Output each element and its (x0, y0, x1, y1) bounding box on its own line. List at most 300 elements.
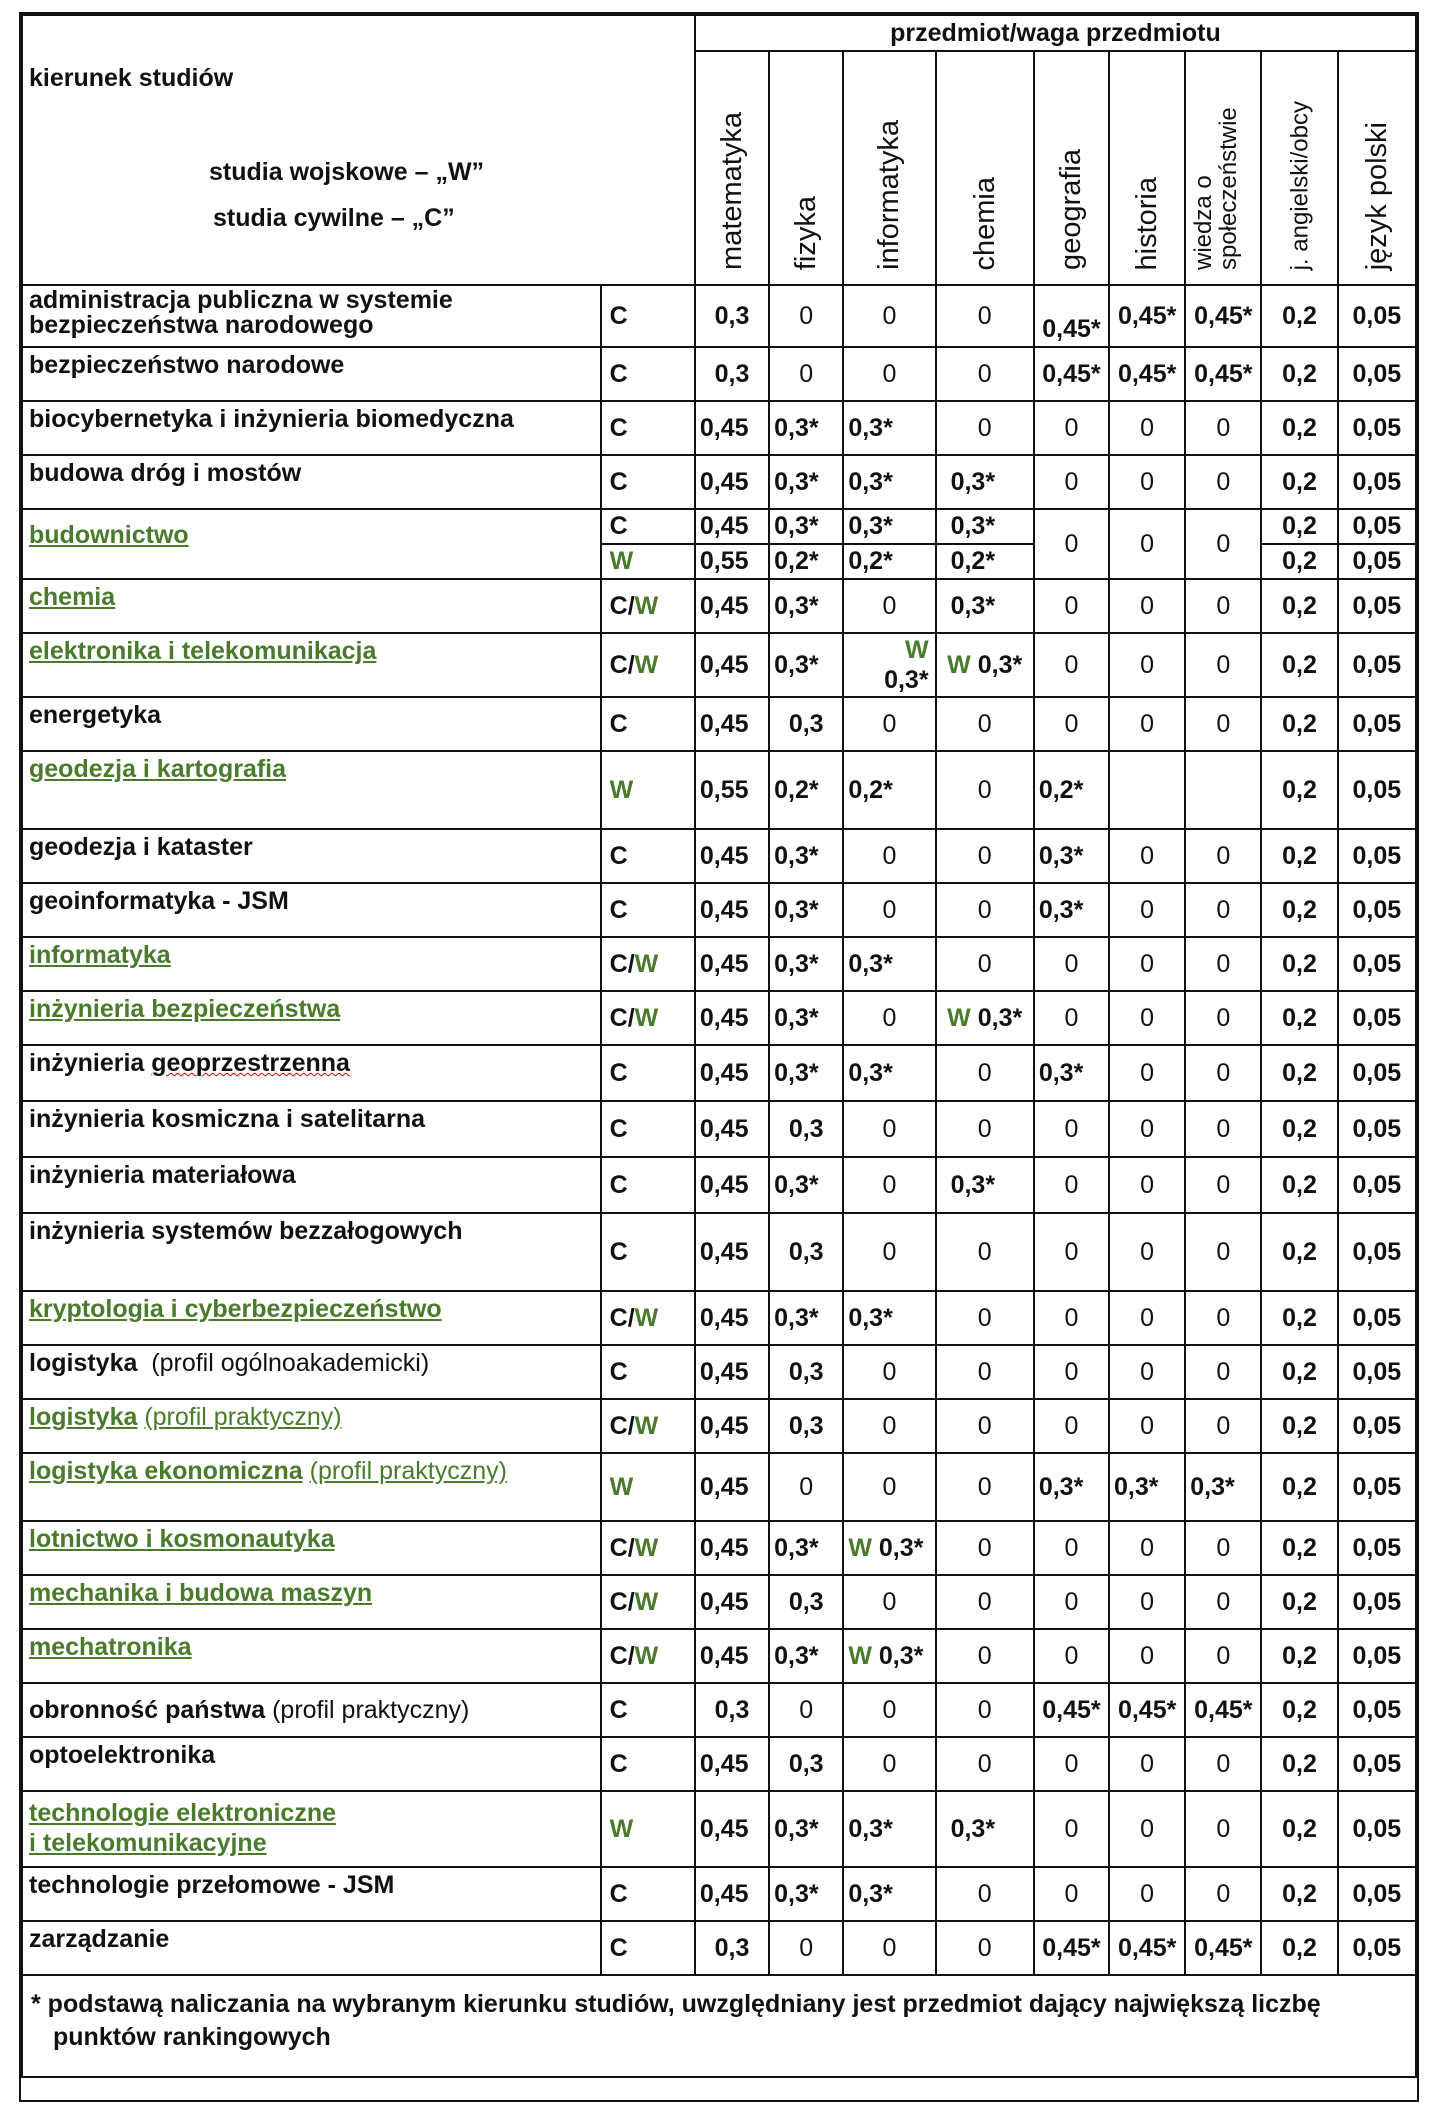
value-cell: 0 (1109, 1521, 1185, 1575)
subject-header-polski (1338, 51, 1416, 285)
study-mode: C (601, 1101, 695, 1157)
value-cell: 0,45 (695, 1157, 769, 1213)
value-cell: 0,45* (1034, 347, 1109, 401)
table-row (22, 347, 1416, 401)
value-cell: 0,05 (1338, 697, 1416, 751)
value-cell: 0,2 (1261, 579, 1337, 633)
value-cell: 0,2 (1261, 1737, 1337, 1791)
value-cell: 0 (1185, 1345, 1261, 1399)
study-mode: C/W (601, 1575, 695, 1629)
study-mode: W (601, 1453, 695, 1521)
value-cell: 0 (1109, 1737, 1185, 1791)
value-cell: 0 (1034, 1157, 1109, 1213)
value-cell: 0 (936, 1399, 1034, 1453)
value-cell: 0,05 (1338, 455, 1416, 509)
value-cell: 0 (1185, 1575, 1261, 1629)
subject-label: j. angielski/obcy (1285, 100, 1313, 270)
table-row (22, 633, 1416, 697)
value-cell: 0,3* (769, 1629, 843, 1683)
value-cell: 0,3* (769, 1291, 843, 1345)
subject-header-angielski (1261, 51, 1337, 285)
value-cell: 0 (1185, 1399, 1261, 1453)
program-name: logistyka (profil praktyczny) (22, 1399, 601, 1453)
value-cell: 0,3* (769, 401, 843, 455)
subject-header-fizyka (769, 51, 843, 285)
table-row (22, 455, 1416, 509)
value-cell: 0,3* (769, 1867, 843, 1921)
table-row (22, 579, 1416, 633)
value-cell: 0 (843, 285, 935, 347)
value-cell: 0,45* (1034, 1683, 1109, 1737)
study-mode: C/W (601, 1629, 695, 1683)
value-cell: 0 (1109, 455, 1185, 509)
value-cell: 0 (936, 1867, 1034, 1921)
table-row (22, 285, 1416, 347)
subject-header-chemia (936, 51, 1034, 285)
program-name: biocybernetyka i inżynieria biomedyczna (22, 401, 601, 455)
value-cell: 0,2* (843, 544, 935, 579)
value-cell: 0,2 (1261, 1399, 1337, 1453)
value-cell: 0 (1185, 401, 1261, 455)
subject-label: informatyka (873, 120, 906, 270)
value-cell: 0 (1185, 579, 1261, 633)
footnote-line: * podstawą naliczania na wybranym kierunku studiów, uwzględniany jest przedmiot dający największą liczbę (31, 1990, 1321, 2018)
table-row (22, 751, 1416, 829)
value-cell: 0 (1185, 455, 1261, 509)
study-mode: C (601, 697, 695, 751)
value-cell: 0 (936, 1291, 1034, 1345)
table-row (22, 937, 1416, 991)
value-cell: 0,3* (1034, 829, 1109, 883)
value-cell: 0 (1109, 1157, 1185, 1213)
table-row (22, 1737, 1416, 1791)
value-cell: 0,45 (695, 697, 769, 751)
value-cell: 0 (1034, 1101, 1109, 1157)
value-cell: 0 (1185, 1867, 1261, 1921)
value-cell: 0 (843, 1213, 935, 1291)
value-cell: 0,05 (1338, 1683, 1416, 1737)
value-cell: 0,2* (936, 544, 1034, 579)
program-name: energetyka (22, 697, 601, 751)
value-cell: 0 (1109, 1791, 1185, 1867)
value-cell: 0 (843, 1453, 935, 1521)
value-cell: 0 (843, 1101, 935, 1157)
value-cell: 0 (1185, 1629, 1261, 1683)
value-cell: 0 (843, 697, 935, 751)
value-cell: 0,45* (1185, 285, 1261, 347)
value-cell: 0,2* (769, 751, 843, 829)
program-name: inżynieria bezpieczeństwa (22, 991, 601, 1045)
subject-header-informatyka (843, 51, 935, 285)
table-row (22, 1521, 1416, 1575)
subject-label: historia (1130, 176, 1163, 270)
value-cell: 0,45* (1034, 285, 1109, 347)
value-cell: 0 (769, 347, 843, 401)
value-cell: 0,05 (1338, 1791, 1416, 1867)
value-cell: 0,05 (1338, 1291, 1416, 1345)
program-name: mechatronika (22, 1629, 601, 1683)
value-cell: 0,05 (1338, 1453, 1416, 1521)
program-name: obronność państwa (profil praktyczny) (22, 1683, 601, 1737)
value-cell: 0,3 (769, 1101, 843, 1157)
value-cell: 0 (1109, 1867, 1185, 1921)
value-cell: 0,05 (1338, 1629, 1416, 1683)
program-name: technologie elektroniczne i telekomunikacyjne (22, 1791, 601, 1867)
table-row (22, 1921, 1416, 1975)
value-cell: 0,3* (843, 509, 935, 544)
value-cell: 0 (936, 1683, 1034, 1737)
value-cell: 0 (936, 285, 1034, 347)
value-cell: 0,2 (1261, 1213, 1337, 1291)
value-cell: 0 (936, 401, 1034, 455)
value-cell: 0 (1109, 991, 1185, 1045)
value-cell: 0 (843, 1683, 935, 1737)
value-cell: 0,45* (1109, 1683, 1185, 1737)
value-cell: 0,3 (769, 1213, 843, 1291)
header-civil-label: studia cywilne – „C” (213, 204, 455, 232)
study-mode: C (601, 829, 695, 883)
value-cell: 0 (936, 1213, 1034, 1291)
value-cell: 0,2* (843, 751, 935, 829)
value-cell (1109, 751, 1185, 829)
program-name: elektronika i telekomunikacja (22, 633, 601, 697)
study-mode: W (601, 751, 695, 829)
value-cell: 0 (1109, 1629, 1185, 1683)
header-title: kierunek studiów (29, 64, 234, 92)
study-mode: C (601, 1045, 695, 1101)
value-cell: W 0,3* (843, 1629, 935, 1683)
value-cell: 0 (1034, 1737, 1109, 1791)
value-cell: W 0,3* (936, 991, 1034, 1045)
value-cell: 0 (936, 1521, 1034, 1575)
value-cell: 0,05 (1338, 1157, 1416, 1213)
program-name: bezpieczeństwo narodowe (22, 347, 601, 401)
value-cell: 0 (936, 1629, 1034, 1683)
subject-label: fizyka (789, 195, 822, 270)
value-cell: 0,05 (1338, 1345, 1416, 1399)
study-mode: C/W (601, 579, 695, 633)
value-cell: 0 (1034, 697, 1109, 751)
value-cell: 0,3* (936, 1791, 1034, 1867)
program-name: budowa dróg i mostów (22, 455, 601, 509)
value-cell: 0,2 (1261, 991, 1337, 1045)
table-row (22, 883, 1416, 937)
table-row (22, 1453, 1416, 1521)
value-cell: 0,05 (1338, 1213, 1416, 1291)
value-cell: 0 (1109, 1213, 1185, 1291)
study-mode: C/W (601, 937, 695, 991)
value-cell: 0,45 (695, 1521, 769, 1575)
value-cell: 0,45 (695, 579, 769, 633)
study-mode: C/W (601, 633, 695, 697)
footnote-line: punktów rankingowych (53, 2023, 331, 2051)
value-cell: 0 (1109, 1101, 1185, 1157)
value-cell: 0 (1185, 1157, 1261, 1213)
subject-header-matematyka (695, 51, 769, 285)
value-cell: 0,3* (936, 509, 1034, 544)
value-cell: 0 (769, 1683, 843, 1737)
program-name: geodezja i kartografia (22, 751, 601, 829)
value-cell: 0,2 (1261, 1157, 1337, 1213)
value-cell: 0,3 (769, 1345, 843, 1399)
table-row (22, 697, 1416, 751)
header-program-cell (22, 15, 695, 285)
study-mode: C (601, 1921, 695, 1975)
program-name: lotnictwo i kosmonautyka (22, 1521, 601, 1575)
subject-label: wiedza o społeczeństwie (1190, 107, 1243, 270)
value-cell: 0,05 (1338, 1101, 1416, 1157)
value-cell: 0,05 (1338, 883, 1416, 937)
table-row (22, 401, 1416, 455)
value-cell: 0 (1109, 1345, 1185, 1399)
program-name: administracja publiczna w systemie bezpieczeństwa narodowego (22, 285, 601, 347)
program-name: technologie przełomowe - JSM (22, 1867, 601, 1921)
program-name: informatyka (22, 937, 601, 991)
table-row (22, 1213, 1416, 1291)
value-cell: 0,05 (1338, 1521, 1416, 1575)
study-mode: C (601, 1683, 695, 1737)
value-cell: 0 (936, 1737, 1034, 1791)
value-cell: 0 (769, 285, 843, 347)
value-cell: 0 (1185, 509, 1261, 579)
value-cell: 0,3* (843, 1791, 935, 1867)
value-cell: 0 (1109, 1291, 1185, 1345)
value-cell: 0,45 (695, 1045, 769, 1101)
value-cell: 0,55 (695, 751, 769, 829)
value-cell: 0,3* (769, 883, 843, 937)
value-cell: 0,05 (1338, 509, 1416, 544)
table-row (22, 1345, 1416, 1399)
program-name: inżynieria geoprzestrzenna (22, 1045, 601, 1101)
value-cell: 0,2 (1261, 1101, 1337, 1157)
study-mode: C/W (601, 1521, 695, 1575)
value-cell: 0 (1034, 579, 1109, 633)
value-cell: 0,05 (1338, 1867, 1416, 1921)
value-cell: 0 (1109, 697, 1185, 751)
value-cell: 0,2 (1261, 1345, 1337, 1399)
value-cell: 0,3 (769, 1737, 843, 1791)
subject-header-wos (1185, 51, 1261, 285)
value-cell: 0 (1034, 633, 1109, 697)
value-cell: 0,05 (1338, 991, 1416, 1045)
value-cell: 0 (936, 697, 1034, 751)
value-cell: 0,2 (1261, 455, 1337, 509)
value-cell: 0,2 (1261, 1291, 1337, 1345)
value-cell: 0 (936, 829, 1034, 883)
value-cell: 0 (843, 1737, 935, 1791)
value-cell: 0 (1185, 1737, 1261, 1791)
value-cell: 0,2 (1261, 1867, 1337, 1921)
subject-label: geografia (1055, 149, 1088, 270)
table-row (22, 1399, 1416, 1453)
value-cell: 0 (1185, 1101, 1261, 1157)
table-row (22, 1683, 1416, 1737)
subject-label: chemia (968, 176, 1001, 270)
value-cell: 0,45* (1185, 1921, 1261, 1975)
value-cell: 0,45 (695, 1453, 769, 1521)
table-row (22, 1575, 1416, 1629)
table-row (22, 829, 1416, 883)
value-cell: 0 (936, 1921, 1034, 1975)
value-cell: 0,45* (1109, 347, 1185, 401)
value-cell: 0 (1034, 1345, 1109, 1399)
program-name: optoelektronika (22, 1737, 601, 1791)
value-cell: 0 (843, 883, 935, 937)
value-cell: 0 (843, 1157, 935, 1213)
value-cell: 0,2* (769, 544, 843, 579)
value-cell: 0,3 (769, 697, 843, 751)
value-cell: 0,45 (695, 455, 769, 509)
study-mode: C (601, 401, 695, 455)
value-cell: 0,45 (695, 991, 769, 1045)
value-cell: 0,2 (1261, 1683, 1337, 1737)
value-cell: 0,3* (769, 455, 843, 509)
value-cell: 0 (1109, 509, 1185, 579)
value-cell: 0 (843, 579, 935, 633)
value-cell: 0,3* (936, 455, 1034, 509)
value-cell: 0,2 (1261, 751, 1337, 829)
value-cell: 0 (1034, 1213, 1109, 1291)
value-cell: 0 (1034, 401, 1109, 455)
value-cell: 0 (1185, 1045, 1261, 1101)
value-cell: 0 (1034, 1629, 1109, 1683)
value-cell: 0,2 (1261, 1521, 1337, 1575)
value-cell: 0 (1109, 937, 1185, 991)
value-cell: 0,2 (1261, 1453, 1337, 1521)
admission-weights-table (21, 14, 1417, 2078)
value-cell: 0,05 (1338, 544, 1416, 579)
value-cell: 0 (936, 1453, 1034, 1521)
study-mode: C/W (601, 1291, 695, 1345)
value-cell: 0 (1109, 883, 1185, 937)
value-cell: 0 (1185, 1791, 1261, 1867)
program-name: geoinformatyka - JSM (22, 883, 601, 937)
value-cell: 0 (1109, 579, 1185, 633)
value-cell: 0 (843, 1345, 935, 1399)
value-cell: 0,3 (695, 1921, 769, 1975)
value-cell: 0,2 (1261, 829, 1337, 883)
value-cell: 0,2 (1261, 347, 1337, 401)
value-cell (1185, 751, 1261, 829)
value-cell: 0 (1034, 1291, 1109, 1345)
value-cell: 0 (1109, 401, 1185, 455)
value-cell: 0,45 (695, 1345, 769, 1399)
value-cell: 0 (1185, 697, 1261, 751)
subject-label: matematyka (715, 112, 748, 270)
value-cell: 0,05 (1338, 633, 1416, 697)
value-cell: 0,45* (1109, 1921, 1185, 1975)
value-cell: 0 (1034, 1399, 1109, 1453)
value-cell: 0 (1109, 633, 1185, 697)
table-row (22, 509, 1416, 544)
value-cell: 0,2 (1261, 1921, 1337, 1975)
value-cell: 0,2 (1261, 1575, 1337, 1629)
value-cell: 0,05 (1338, 751, 1416, 829)
value-cell: 0,3 (695, 1683, 769, 1737)
table-row (22, 1157, 1416, 1213)
value-cell: 0,2 (1261, 401, 1337, 455)
value-cell: 0,3 (695, 285, 769, 347)
value-cell: 0 (936, 883, 1034, 937)
value-cell: 0,2 (1261, 883, 1337, 937)
value-cell: 0,05 (1338, 937, 1416, 991)
value-cell: 0,2 (1261, 937, 1337, 991)
table-row (22, 1045, 1416, 1101)
value-cell: 0,2 (1261, 285, 1337, 347)
value-cell: 0,45* (1185, 1683, 1261, 1737)
program-name: logistyka ekonomiczna (profil praktyczny) (22, 1453, 601, 1521)
value-cell: 0,3* (843, 937, 935, 991)
table-row (22, 1629, 1416, 1683)
value-cell: 0 (769, 1921, 843, 1975)
program-name: inżynieria systemów bezzałogowych (22, 1213, 601, 1291)
value-cell: 0 (1185, 1291, 1261, 1345)
value-cell: 0,3* (769, 1045, 843, 1101)
value-cell: 0,3* (843, 1045, 935, 1101)
value-cell: 0,3* (1034, 883, 1109, 937)
value-cell: 0,3* (1034, 1453, 1109, 1521)
value-cell: 0,2* (1034, 751, 1109, 829)
value-cell: 0,3* (769, 509, 843, 544)
study-mode: C/W (601, 1399, 695, 1453)
value-cell: 0,2 (1261, 697, 1337, 751)
value-cell: 0 (936, 1045, 1034, 1101)
value-cell: 0,05 (1338, 285, 1416, 347)
subject-header-historia (1109, 51, 1185, 285)
study-mode: C (601, 347, 695, 401)
value-cell: 0 (1185, 633, 1261, 697)
value-cell: 0 (1109, 1575, 1185, 1629)
value-cell: W 0,3* (936, 633, 1034, 697)
program-name: zarządzanie (22, 1921, 601, 1975)
value-cell: 0,05 (1338, 1737, 1416, 1791)
value-cell: 0 (1034, 455, 1109, 509)
value-cell: 0 (1034, 1867, 1109, 1921)
program-name: mechanika i budowa maszyn (22, 1575, 601, 1629)
value-cell: 0,55 (695, 544, 769, 579)
value-cell: 0 (1185, 1213, 1261, 1291)
value-cell: 0,45 (695, 1791, 769, 1867)
table-row (22, 1291, 1416, 1345)
value-cell: 0,45 (695, 937, 769, 991)
value-cell: 0 (936, 1345, 1034, 1399)
value-cell: W 0,3* (843, 633, 935, 697)
value-cell: 0 (1034, 509, 1109, 579)
value-cell: 0,3 (695, 347, 769, 401)
program-name: budownictwo (22, 509, 601, 579)
program-name: inżynieria kosmiczna i satelitarna (22, 1101, 601, 1157)
study-mode: C (601, 1345, 695, 1399)
study-mode: C (601, 455, 695, 509)
table-row (22, 991, 1416, 1045)
value-cell: 0,45 (695, 883, 769, 937)
value-cell: 0,45 (695, 633, 769, 697)
value-cell: 0 (936, 347, 1034, 401)
value-cell: 0,3* (769, 1791, 843, 1867)
value-cell: 0,2 (1261, 544, 1337, 579)
value-cell: 0,45 (695, 1399, 769, 1453)
value-cell: 0,3 (769, 1399, 843, 1453)
value-cell: 0 (1034, 1575, 1109, 1629)
value-cell: 0 (1185, 991, 1261, 1045)
value-cell: 0,05 (1338, 347, 1416, 401)
value-cell: 0 (1185, 829, 1261, 883)
study-mode: W (601, 1791, 695, 1867)
header-military-label: studia wojskowe – „W” (209, 158, 485, 186)
footnote-row (22, 1975, 1416, 2077)
value-cell: 0,3* (1109, 1453, 1185, 1521)
value-cell: 0,05 (1338, 829, 1416, 883)
